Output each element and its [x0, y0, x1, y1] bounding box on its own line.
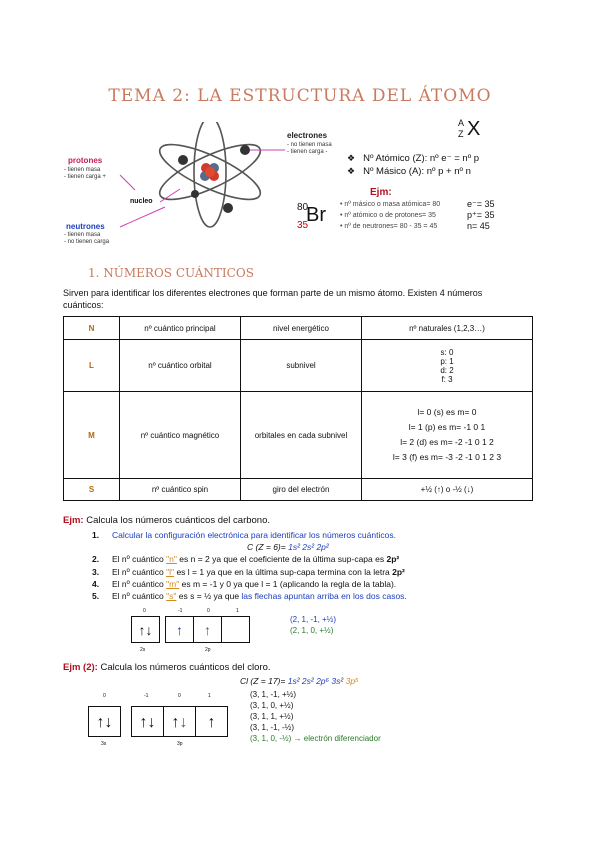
ml-label: 1 [236, 608, 239, 614]
page-title: TEMA 2: LA ESTRUCTURA DEL ÁTOMO [108, 86, 492, 106]
electron-icon [178, 155, 188, 165]
orbital-label: 2p [205, 647, 211, 653]
example-carbon-heading: Ejm: Calcula los números cuánticos del carbono. [63, 515, 270, 526]
electrones-notes: - no tienen masa - tienen carga - [287, 142, 332, 155]
bromine-facts: • nº másico o masa atómica= 80 • nº atómico o de protones= 35 • nº de neutrones= 80 - 35 = 45 [340, 201, 441, 230]
neutrones-title: neutrones [66, 222, 105, 231]
ml-label: -1 [144, 693, 149, 699]
element-symbol: X [467, 118, 481, 140]
atomic-number-symbol: Z [458, 129, 464, 139]
bromine-values: e⁻= 35 p⁺= 35 n= 45 [467, 199, 495, 231]
example-chlorine-heading: Ejm (2): Calcula los números cuánticos del cloro. [63, 662, 271, 673]
table-row: L nº cuántico orbital subnivel s: 0 p: 1 d: 2 f: 3 [64, 340, 533, 392]
orbital-box-3p-1: ↑↓ [131, 706, 164, 737]
orbital-box-3p-2: ↑↓ [163, 706, 196, 737]
orbital-label: 2s [140, 647, 146, 653]
electron-icon [191, 190, 199, 198]
nucleo-label: nucleo [130, 198, 153, 205]
diamond-bullet-icon: ❖ [347, 166, 356, 176]
electrones-title: electrones [287, 131, 328, 140]
chlorine-results: (3, 1, -1, +½) (3, 1, 0, +½) (3, 1, 1, +½) (3, 1, -1, -½) (3, 1, 0, -½) → electrón diferenciador [250, 690, 381, 743]
orbital-box-2p-1: ↑ [165, 616, 194, 643]
example-title: Ejm: [370, 187, 392, 198]
nucleus-icon [200, 163, 219, 181]
quantum-numbers-table [63, 316, 533, 501]
bromine-mass-number: 80 [297, 202, 309, 213]
ml-label: 0 [103, 693, 106, 699]
neutrones-notes: - tienen masa - no tienen carga [64, 232, 110, 245]
orbital-box-2s: ↑↓ [131, 616, 160, 643]
definition-mass-number: ❖ Nº Másico (A): nº p + nº n [347, 166, 471, 177]
carbon-steps: 1. Calcular la configuración electrónica para identificar los números cuánticos. C (Z = 6)= 1s² 2s² 2p² 2. El nº cuántico "n" es n = 2 ya que el coeficiente de la última sup-capa es 2p² 3. El nº cuántico "l" es l = 1 ya que en la última sup-capa termina con la letra 2p² 4. El nº cuántico "m" es m = -1 y 0 ya que l = 1 (aplicando la regla de la tabla). 5. El nº cuántico "s" es s = ½ ya que las flechas apuntan arriba en los dos casos. [92, 530, 407, 602]
bromine-symbol: Br [306, 204, 326, 226]
bromine-notation [297, 200, 337, 230]
orbital-box-3s: ↑↓ [88, 706, 121, 737]
section-heading: 1. NÚMEROS CUÁNTICOS [88, 266, 254, 280]
ml-label: 0 [207, 608, 210, 614]
table-row: N nº cuántico principal nivel energético nº naturales (1,2,3…) [64, 317, 533, 340]
protones-title: protones [68, 156, 103, 165]
diamond-bullet-icon: ❖ [347, 153, 356, 163]
mass-number-symbol: A [458, 118, 465, 128]
definition-atomic-number: ❖ Nº Atómico (Z): nº e⁻ = nº p [347, 153, 480, 164]
carbon-results: (2, 1, -1, +½) (2, 1, 0, +½) [290, 615, 337, 635]
pointer-arrows [120, 150, 285, 227]
table-row: M nº cuántico magnético orbitales en cada subnivel l= 0 (s) es m= 0 l= 1 (p) es m= -1 0 1 l= 2 (d) es m= -2 -1 0 1 2 l= 3 (f) es m= -3 -2 -1 0 1 2 3 [64, 392, 533, 479]
orbital-box-2p-3 [221, 616, 250, 643]
chlorine-configuration: Cl (Z = 17)= 1s² 2s² 2p⁶ 3s² 3p⁵ [240, 676, 359, 686]
table-row: S nº cuántico spin giro del electrón +½ (↑) o -½ (↓) [64, 479, 533, 501]
orbital-label: 3s [101, 741, 107, 747]
intro-paragraph: Sirven para identificar los diferentes electrones que forman parte de un mismo átomo. Existen 4 números cuánticos: [63, 288, 483, 310]
ml-label: -1 [178, 608, 183, 614]
electron-icon [223, 203, 233, 213]
orbital-box-2p-2: ↑ [193, 616, 222, 643]
orbital-box-3p-3: ↑ [195, 706, 228, 737]
ml-label: 1 [208, 693, 211, 699]
protones-notes: - tienen masa - tienen carga + [64, 167, 106, 180]
ml-label: 0 [178, 693, 181, 699]
nuclide-notation [455, 118, 495, 144]
orbital-label: 3p [177, 741, 183, 747]
bromine-atomic-number: 35 [297, 220, 309, 231]
electron-icon [240, 145, 250, 155]
ml-label: 0 [143, 608, 146, 614]
